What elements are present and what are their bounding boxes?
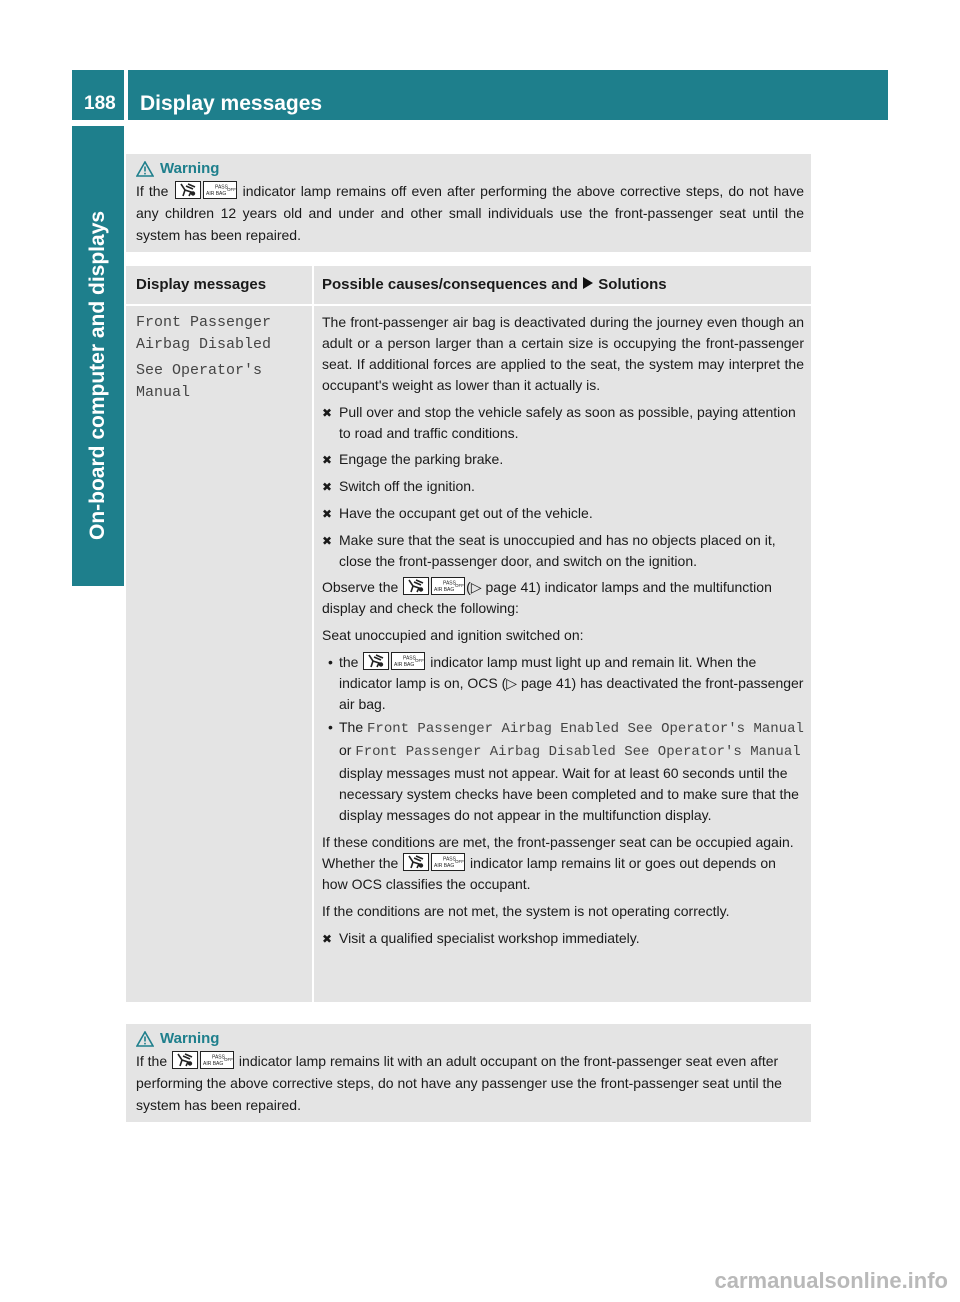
bullet-icon: • — [328, 719, 333, 735]
warning-title: Warning — [136, 1028, 804, 1050]
pass-airbag-off-icon — [391, 652, 425, 670]
step-marker-icon: ✖ — [322, 507, 333, 521]
solutions-cell — [322, 312, 804, 955]
child-seat-icon — [403, 853, 429, 871]
column-divider — [312, 266, 314, 1002]
page-title: Display messages — [140, 92, 323, 115]
step-item: ✖ Have the occupant get out of the vehicle. — [322, 503, 804, 525]
conditions-met-paragraph: If these conditions are met, the front-passenger seat can be occupied again. Whether the indicator lamp remains lit or goes out depends on how OCS classifies the occupant. — [322, 834, 794, 892]
header-divider — [126, 304, 811, 306]
list-item: • The Front Passenger Airbag Enabled See Operator's Manual or Front Passenger Airbag Disabled See Operator's Manual display messages must not appear. Wait for at least 60 seconds until the necessary system checks have been completed and to make sure that the display messages do not appear in the multifunction display. — [322, 717, 804, 826]
side-tab-label: On-board computer and displays — [86, 210, 109, 540]
display-message-line: Front Passenger Airbag Disabled — [136, 314, 272, 353]
display-message-cell — [136, 312, 306, 408]
warning-triangle-icon — [136, 161, 154, 177]
step-item: ✖ Engage the parking brake. — [322, 449, 804, 471]
step-marker-icon: ✖ — [322, 534, 333, 548]
display-message-line: See Operator's Manual — [136, 362, 263, 401]
observe-paragraph: Observe the (▷ page 41) indicator lamps and the multifunction display and check the following: — [322, 579, 772, 616]
warning-box-2 — [126, 1024, 811, 1122]
pass-airbag-off-icon — [200, 1051, 234, 1069]
step-marker-icon: ✖ — [322, 932, 333, 946]
list-item: • the indicator lamp must light up and remain lit. When the indicator lamp is on, OCS (▷ page 41) has deactivated the front-passenger air bag. — [322, 652, 804, 715]
pass-airbag-off-icon — [203, 181, 237, 199]
warning-text: If the indicator lamp remains lit with an adult occupant on the front-passenger seat even after performing the above corrective steps, do not have any passenger use the front-passenger seat until the system has been repaired. — [136, 1053, 782, 1113]
pass-airbag-off-icon — [431, 577, 465, 595]
intro-paragraph: The front-passenger air bag is deactivated during the journey even though an adult or a person larger than a certain size is occupying the front-passenger seat. If additional forces are applied to the seat, the system may interpret the occupant's weight as lower than it actually is. — [322, 314, 804, 393]
step-item: ✖ Make sure that the seat is unoccupied and has no objects placed on it, close the front-passenger door, and switch on the ignition. — [322, 530, 804, 572]
warning-text: If the indicator lamp remains off even after performing the above corrective steps, do not have any children 12 years old and under and other small individuals use the front-passenger seat until the system has been repaired. — [136, 183, 805, 243]
step-item: ✖ Visit a qualified specialist workshop immediately. — [322, 928, 804, 950]
step-item: ✖ Pull over and stop the vehicle safely as soon as possible, paying attention to road and traffic conditions. — [322, 402, 804, 444]
conditions-not-met-paragraph: If the conditions are not met, the system is not operating correctly. — [322, 903, 730, 919]
step-marker-icon: ✖ — [322, 406, 333, 420]
step-marker-icon: ✖ — [322, 453, 333, 467]
step-arrow-icon — [582, 276, 594, 290]
pass-airbag-off-icon — [431, 853, 465, 871]
bullet-icon: • — [328, 654, 333, 670]
warning-triangle-icon — [136, 1031, 154, 1047]
header-separator — [124, 70, 128, 120]
warning-box-1 — [126, 154, 811, 252]
step-marker-icon: ✖ — [322, 480, 333, 494]
page-number: 188 — [84, 93, 116, 114]
watermark: carmanualsonline.info — [714, 1268, 948, 1293]
child-seat-icon — [172, 1051, 198, 1069]
column-header-solutions: Possible causes/consequences and Solutions — [322, 276, 667, 293]
warning-title: Warning — [136, 158, 804, 180]
child-seat-icon — [403, 577, 429, 595]
column-header-display-messages: Display messages — [136, 276, 267, 293]
child-seat-icon — [175, 181, 201, 199]
child-seat-icon — [363, 652, 389, 670]
step-item: ✖ Switch off the ignition. — [322, 476, 804, 498]
unoccupied-heading: Seat unoccupied and ignition switched on: — [322, 627, 584, 643]
